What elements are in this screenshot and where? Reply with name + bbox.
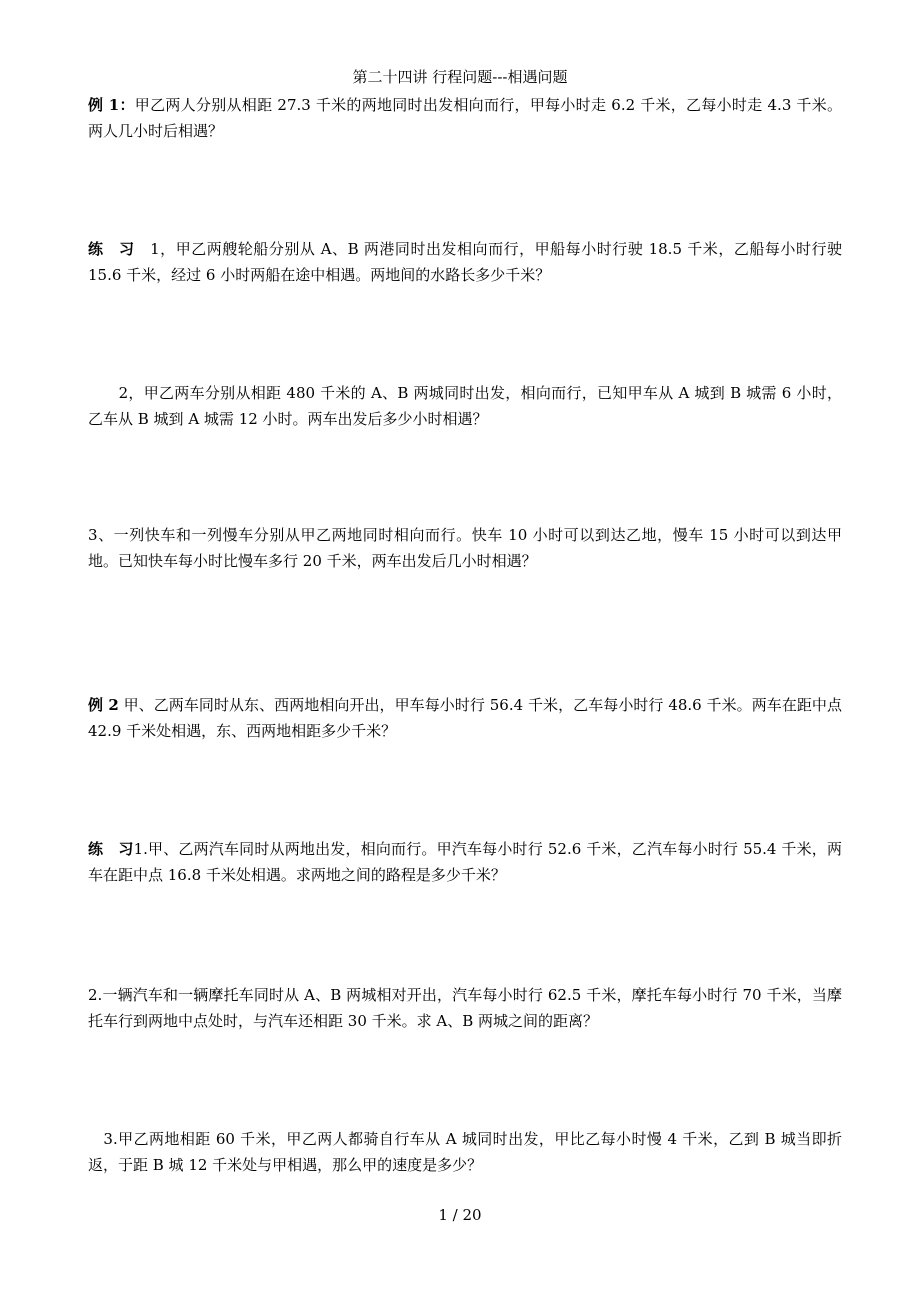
problem-text: 3、一列快车和一列慢车分别从甲乙两地同时相向而行。快车 10 小时可以到达乙地，慢车 15 小时可以到达甲地。已知快车每小时比慢车多行 20 千米，两车出发后几小时相遇？ — [88, 526, 842, 570]
problem-label: 练 习 — [88, 840, 134, 858]
exercise-2-2 — [88, 982, 842, 1034]
exercise-2-1 — [88, 836, 842, 888]
page-number: 1 / 20 — [438, 1206, 482, 1224]
exercise-1-2 — [88, 380, 842, 432]
problem-text: 2.一辆汽车和一辆摩托车同时从 A、B 两城相对开出，汽车每小时行 62.5 千米，摩托车每小时行 70 千米，当摩托车行到两地中点处时，与汽车还相距 30 千米。求 A、B 两城之间的距离？ — [88, 986, 842, 1030]
problem-label: 练 习 — [88, 240, 135, 258]
problem-text: 3.甲乙两地相距 60 千米，甲乙两人都骑自行车从 A 城同时出发，甲比乙每小时慢 4 千米，乙到 B 城当即折返，于距 B 城 12 千米处与甲相遇，那么甲的速度是多少？ — [88, 1130, 842, 1174]
problem-text: 1，甲乙两艘轮船分别从 A、B 两港同时出发相向而行，甲船每小时行驶 18.5 千米，乙船每小时行驶 15.6 千米，经过 6 小时两船在途中相遇。两地间的水路长多少千米？ — [88, 240, 842, 284]
problem-label: 例 1： — [88, 96, 135, 114]
exercise-1-1 — [88, 236, 842, 288]
problem-text: 2，甲乙两车分别从相距 480 千米的 A、B 两城同时出发，相向而行，已知甲车从 A 城到 B 城需 6 小时，乙车从 B 城到 A 城需 12 小时。两车出发后多少小时相遇？ — [88, 384, 842, 428]
exercise-1-3 — [88, 522, 842, 574]
problem-text: 甲、乙两车同时从东、西两地相向开出，甲车每小时行 56.4 千米，乙车每小时行 48.6 千米。两车在距中点 42.9 千米处相遇，东、西两地相距多少千米？ — [88, 696, 842, 740]
problem-text: 甲乙两人分别从相距 27.3 千米的两地同时出发相向而行，甲每小时走 6.2 千米，乙每小时走 4.3 千米。两人几小时后相遇？ — [88, 96, 842, 140]
exercise-2-3 — [88, 1126, 842, 1178]
problem-text: 1.甲、乙两汽车同时从两地出发，相向而行。甲汽车每小时行 52.6 千米，乙汽车每小时行 55.4 千米，两车在距中点 16.8 千米处相遇。求两地之间的路程是多少千米？ — [88, 840, 842, 884]
example-2 — [88, 692, 842, 744]
page-title: 第二十四讲 行程问题---相遇问题 — [352, 68, 568, 86]
example-1 — [88, 92, 842, 144]
problem-label: 例 2 — [88, 696, 119, 714]
